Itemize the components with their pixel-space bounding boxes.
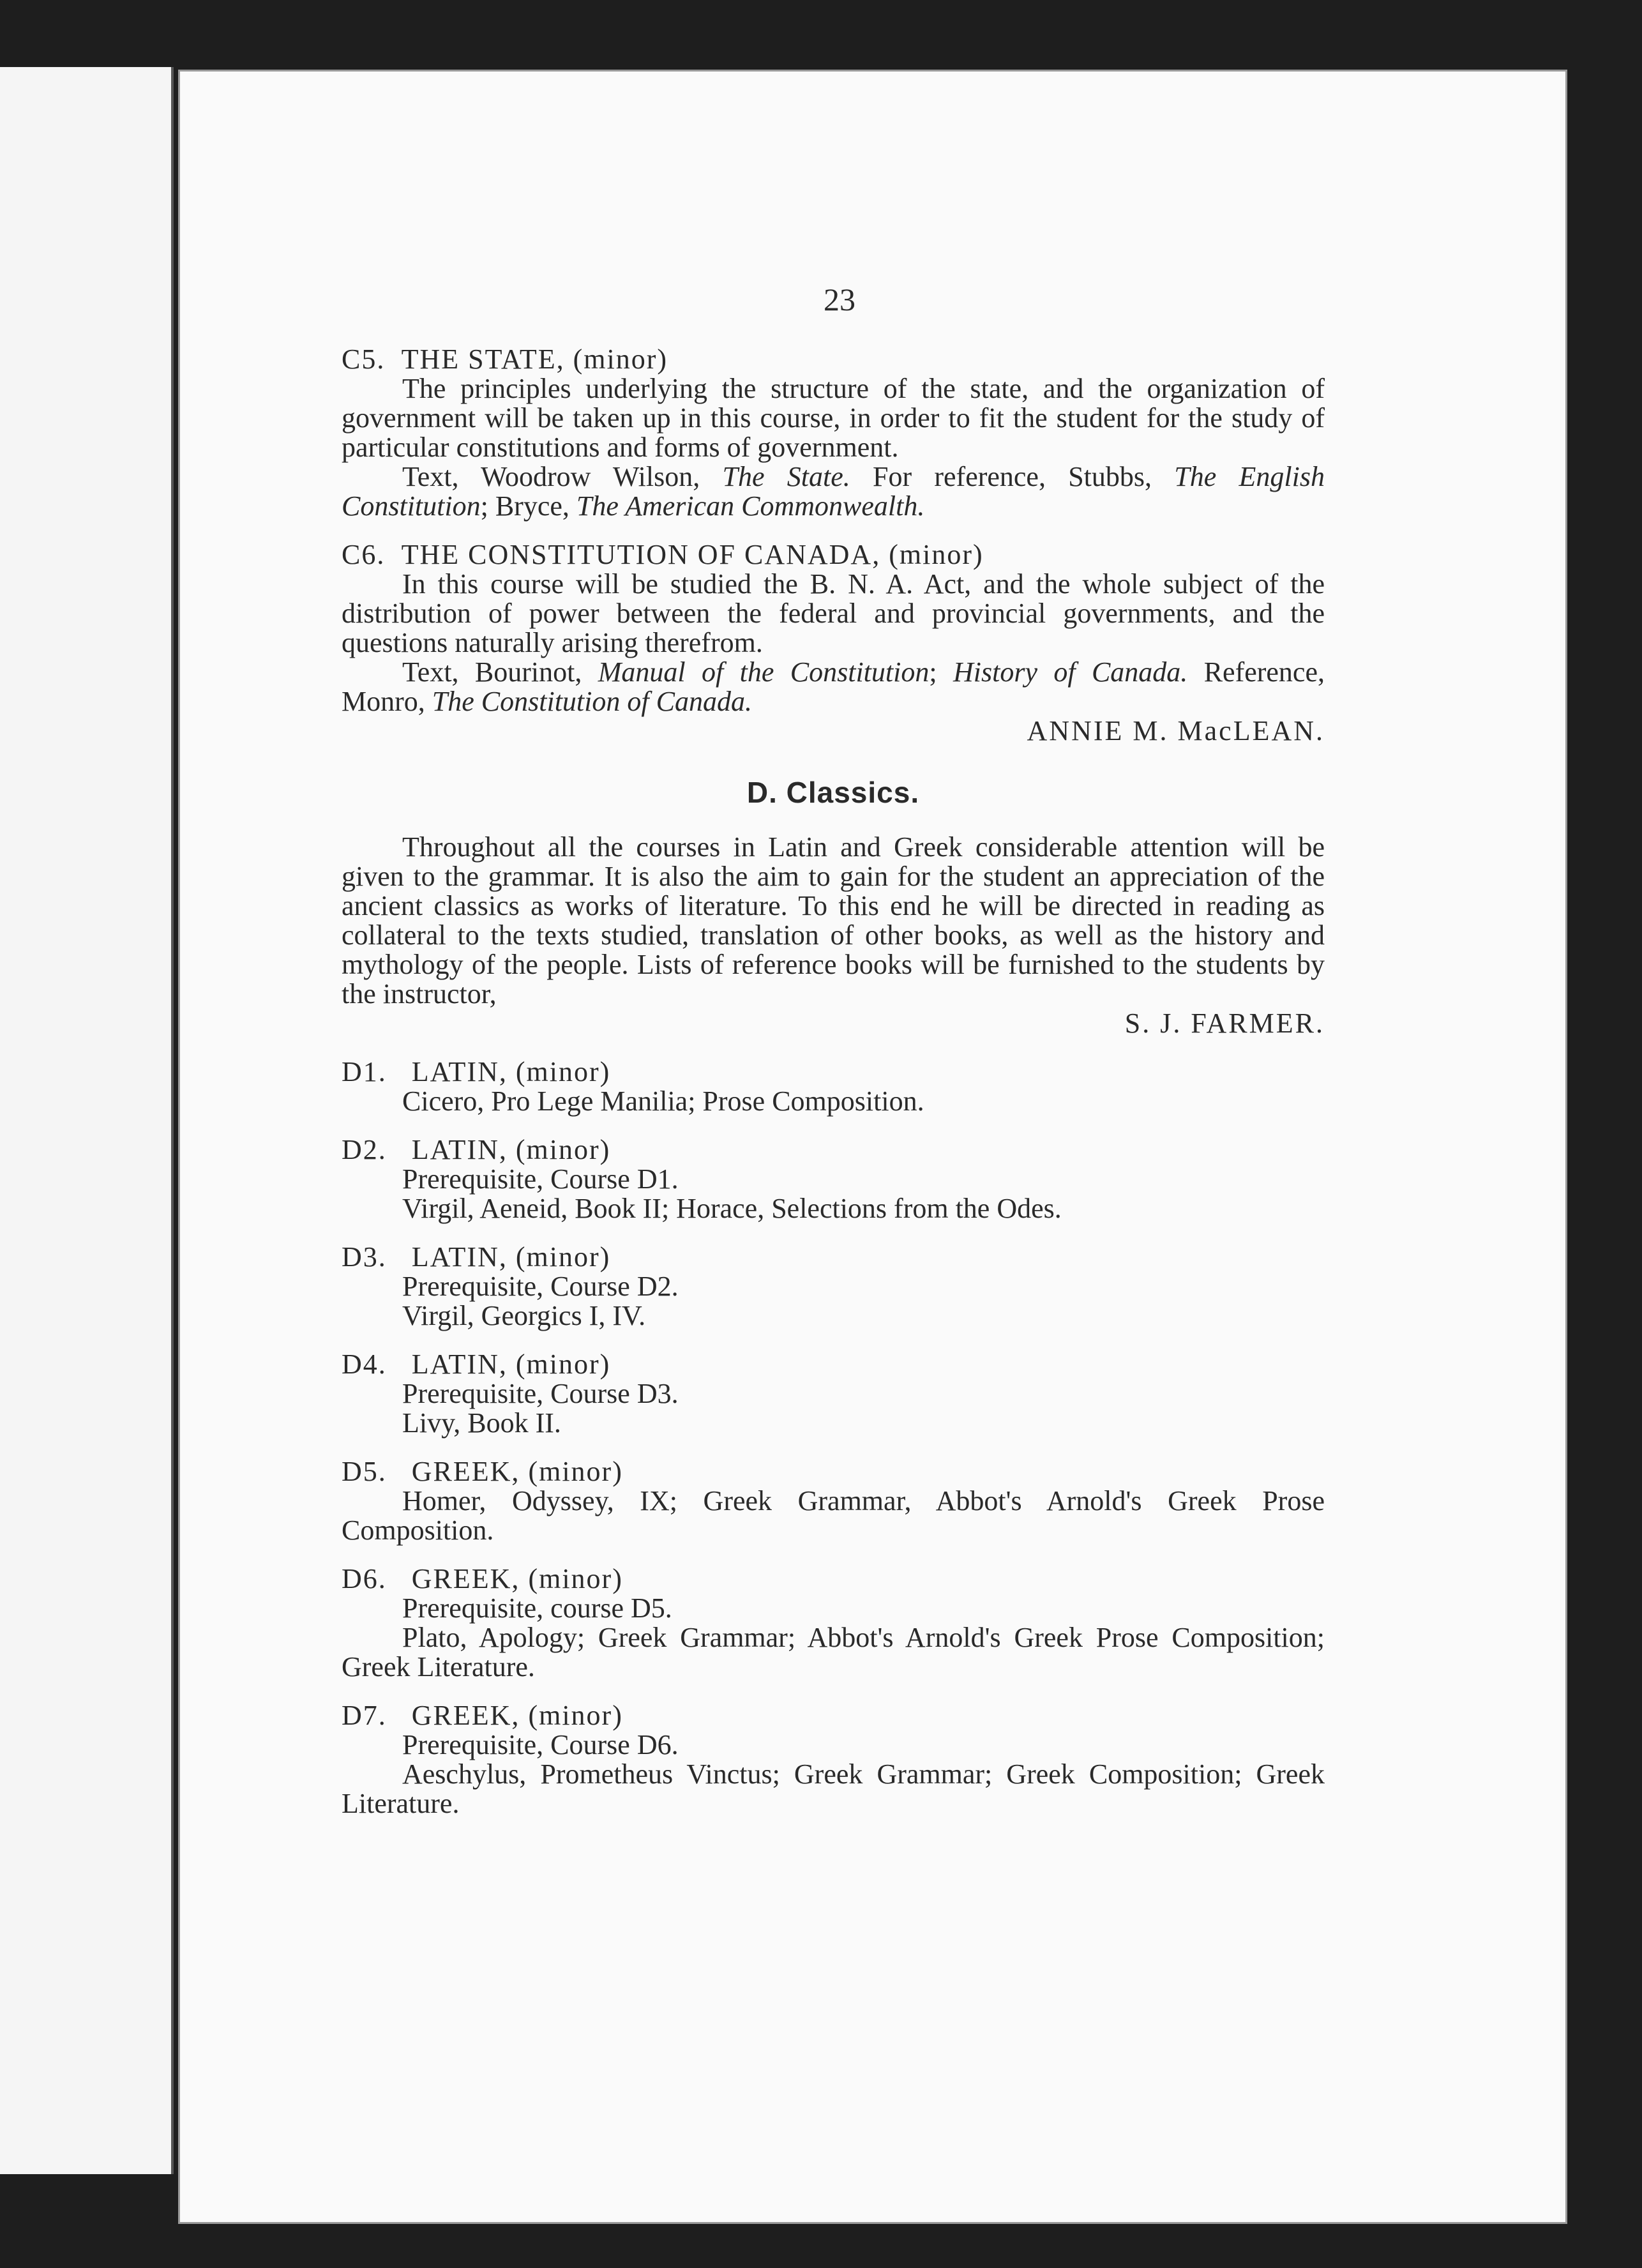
c5-text-mid: For reference, Stubbs, <box>850 461 1175 492</box>
course-line: Virgil, Georgics I, IV. <box>402 1300 646 1331</box>
course-description: Homer, Odyssey, IX; Greek Grammar, Abbot's Arnold's Greek Prose Composition. <box>342 1485 1325 1546</box>
c6-book2: History of Canada. <box>953 656 1188 688</box>
course-entry <box>342 1243 1325 1331</box>
c5-code: C5. <box>342 344 386 375</box>
course-line: Virgil, Aeneid, Book II; Horace, Selections from the Odes. <box>402 1193 1062 1224</box>
course-heading <box>342 1135 1325 1165</box>
course-title: LATIN, <box>411 1241 508 1273</box>
left-page-edge <box>0 67 174 2174</box>
course-tag: (minor) <box>515 1134 611 1165</box>
course-code: D7. <box>342 1700 387 1731</box>
course-list <box>342 1057 1325 1818</box>
course-code: D3. <box>342 1241 387 1273</box>
c5-tag: (minor) <box>573 344 668 375</box>
classics-intro: Throughout all the courses in Latin and Greek considerable attention will be given to the grammar. It is also the aim to gain for the student an appreciation of the ancient classics as works of literature. To this end he will be directed in reading as collateral to the texts studied, translation of other books, as well as the history and mythology of the people. Lists of reference books will be furnished to the students by the instructor, <box>342 831 1325 1009</box>
course-tag: (minor) <box>528 1563 623 1594</box>
c6-tag: (minor) <box>889 539 984 570</box>
course-title: GREEK, <box>411 1700 520 1731</box>
course-code: D5. <box>342 1456 387 1487</box>
course-line: Prerequisite, Course D3. <box>402 1378 679 1409</box>
course-line: Prerequisite, Course D2. <box>402 1271 679 1302</box>
course-title: GREEK, <box>411 1563 520 1594</box>
c5-text-pre: Text, Woodrow Wilson, <box>402 461 723 492</box>
course-heading <box>342 1057 1325 1087</box>
course-code: D4. <box>342 1349 387 1380</box>
course-entry <box>342 1350 1325 1438</box>
c6-code: C6. <box>342 539 386 570</box>
course-title: LATIN, <box>411 1056 508 1087</box>
course-entry <box>342 1564 1325 1682</box>
course-title: LATIN, <box>411 1349 508 1380</box>
course-title: GREEK, <box>411 1456 520 1487</box>
course-tag: (minor) <box>528 1456 623 1487</box>
course-line: Prerequisite, Course D6. <box>402 1729 679 1760</box>
page-number: 23 <box>824 282 855 317</box>
c6-text-mid: ; <box>929 656 953 688</box>
c6-text-pre: Text, Bourinot, <box>402 656 598 688</box>
c5-book3: The American Commonwealth. <box>576 490 925 522</box>
course-tag: (minor) <box>515 1241 611 1273</box>
c6-description: In this course will be studied the B. N. A. Act, and the whole subject of the distribution of power between the federal and provincial governments, and the questions naturally arising therefrom. <box>342 568 1325 658</box>
course-entry <box>342 1457 1325 1545</box>
course-entry <box>342 1701 1325 1818</box>
course-line: Livy, Book II. <box>402 1407 561 1439</box>
c5-text-mid2: ; Bryce, <box>480 490 576 522</box>
c5-texts <box>342 462 1325 521</box>
course-entry <box>342 1057 1325 1116</box>
page-content <box>342 345 1325 1818</box>
course-heading <box>342 1701 1325 1730</box>
course-heading <box>342 1243 1325 1272</box>
course-description: Aeschylus, Prometheus Vinctus; Greek Grammar; Greek Composition; Greek Literature. <box>342 1758 1325 1819</box>
course-description: Plato, Apology; Greek Grammar; Abbot's Arnold's Greek Prose Composition; Greek Literature. <box>342 1622 1325 1682</box>
c6-book1: Manual of the Constitution <box>598 656 930 688</box>
course-line: Cicero, Pro Lege Manilia; Prose Composition. <box>402 1085 924 1117</box>
c5-description: The principles underlying the structure of the state, and the organization of government will be taken up in this course, in order to fit the student for the study of particular constitutions and forms of government. <box>342 373 1325 463</box>
c6-signature: ANNIE M. MacLEAN. <box>1027 715 1325 746</box>
c5-title: THE STATE, <box>401 344 565 375</box>
course-title: LATIN, <box>411 1134 508 1165</box>
c6-book3: The Constitution of Canada. <box>432 686 752 717</box>
course-code: D2. <box>342 1134 387 1165</box>
course-entry <box>342 1135 1325 1223</box>
c5-book2: The English Constitution <box>342 461 1325 522</box>
course-code: D1. <box>342 1056 387 1087</box>
c6-text-mid2: Reference, Monro, <box>342 656 1325 717</box>
c6-heading <box>342 540 1325 570</box>
c6-title: THE CONSTITUTION OF CANADA, <box>401 539 881 570</box>
course-heading <box>342 1564 1325 1594</box>
course-tag: (minor) <box>528 1700 623 1731</box>
c5-book1: The State. <box>722 461 850 492</box>
course-tag: (minor) <box>515 1349 611 1380</box>
classics-section-title: D. Classics. <box>746 776 920 809</box>
c6-texts <box>342 658 1325 716</box>
c5-heading <box>342 345 1325 374</box>
course-heading <box>342 1457 1325 1486</box>
course-code: D6. <box>342 1563 387 1594</box>
classics-signature: S. J. FARMER. <box>1124 1008 1325 1039</box>
course-line: Prerequisite, course D5. <box>402 1592 672 1624</box>
course-line: Prerequisite, Course D1. <box>402 1163 679 1195</box>
course-tag: (minor) <box>515 1056 611 1087</box>
course-heading <box>342 1350 1325 1379</box>
